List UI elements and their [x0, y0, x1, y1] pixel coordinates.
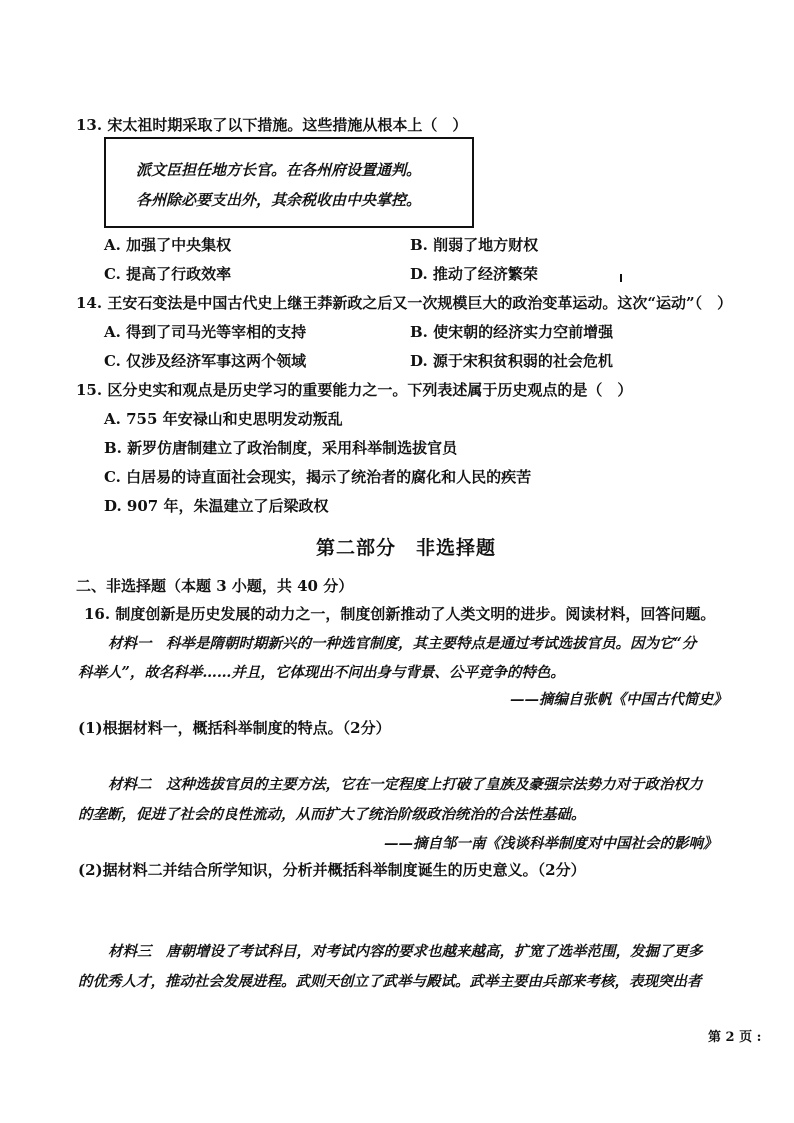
q15-option-d: D. 907 年，朱温建立了后梁政权 — [104, 497, 329, 515]
q16-subquestion-1: (1)根据材料一，概括科举制度的特点。（2分） — [78, 719, 391, 737]
q13-option-a: A. 加强了中央集权 — [104, 236, 232, 254]
q13-material-box — [104, 137, 474, 228]
q14-option-d: D. 源于宋积贫积弱的社会危机 — [410, 352, 613, 370]
q15-stem: 15. 区分史实和观点是历史学习的重要能力之一。下列表述属于历史观点的是（ ） — [76, 381, 633, 399]
q13-stem: 13. 宋太祖时期采取了以下措施。这些措施从根本上（ ） — [76, 116, 468, 134]
q14-option-b: B. 使宋朝的经济实力空前增强 — [410, 323, 614, 341]
q13-option-c: C. 提高了行政效率 — [104, 265, 232, 283]
q16-material-2-line-2: 的垄断，促进了社会的良性流动，从而扩大了统治阶级政治统治的合法性基础。 — [78, 806, 586, 823]
q16-stem: 16. 制度创新是历史发展的动力之一，制度创新推动了人类文明的进步。阅读材料，回答问题。 — [84, 605, 716, 623]
q16-material-3-line-2: 的优秀人才，推动社会发展进程。武则天创立了武举与殿试。武举主要由兵部来考核，表现突出者 — [78, 973, 702, 990]
q16-material-1-source: ——摘编自张帆《中国古代简史》 — [510, 691, 728, 708]
q15-option-a: A. 755 年安禄山和史思明发动叛乱 — [104, 410, 343, 428]
q15-option-b: B. 新罗仿唐制建立了政治制度，采用科举制选拔官员 — [104, 439, 458, 457]
q15-option-c: C. 白居易的诗直面社会现实，揭示了统治者的腐化和人民的疾苦 — [104, 468, 532, 486]
q13-option-d: D. 推动了经济繁荣 — [410, 265, 538, 283]
q16-material-2-source: ——摘自邹一南《浅谈科举制度对中国社会的影响》 — [384, 835, 718, 852]
q14-option-a: A. 得到了司马光等宰相的支持 — [104, 323, 307, 341]
q16-material-2-line-1: 材料二 这种选拔官员的主要方法，它在一定程度上打破了皇族及豪强宗法势力对于政治权力 — [108, 776, 703, 793]
part2-title: 第二部分 非选择题 — [316, 537, 497, 559]
q16-material-1-line-2: 科举人”，故名科举……并且，它体现出不问出身与背景、公平竞争的特色。 — [78, 664, 565, 681]
stray-mark — [620, 274, 622, 282]
q16-subquestion-2: (2)据材料二并结合所学知识，分析并概括科举制度诞生的历史意义。（2分） — [78, 861, 586, 879]
page-number: 第 2 页 : — [708, 1030, 762, 1045]
q14-stem: 14. 王安石变法是中国古代史上继王莽新政之后又一次规模巨大的政治变革运动。这次“运动”（ ） — [76, 294, 733, 312]
q16-material-1-line-1: 材料一 科举是隋朝时期新兴的一种选官制度，其主要特点是通过考试选拔官员。因为它“分 — [108, 635, 697, 652]
q13-box-line-2: 各州除必要支出外，其余税收由中央掌控。 — [136, 191, 422, 209]
part2-heading: 二、非选择题（本题 3 小题，共 40 分） — [76, 577, 354, 595]
q13-box-line-1: 派文臣担任地方长官。在各州府设置通判。 — [136, 161, 422, 179]
q14-option-c: C. 仅涉及经济军事这两个领域 — [104, 352, 307, 370]
q13-option-b: B. 削弱了地方财权 — [410, 236, 539, 254]
q16-material-3-line-1: 材料三 唐朝增设了考试科目，对考试内容的要求也越来越高，扩宽了选举范围，发掘了更多 — [108, 943, 703, 960]
